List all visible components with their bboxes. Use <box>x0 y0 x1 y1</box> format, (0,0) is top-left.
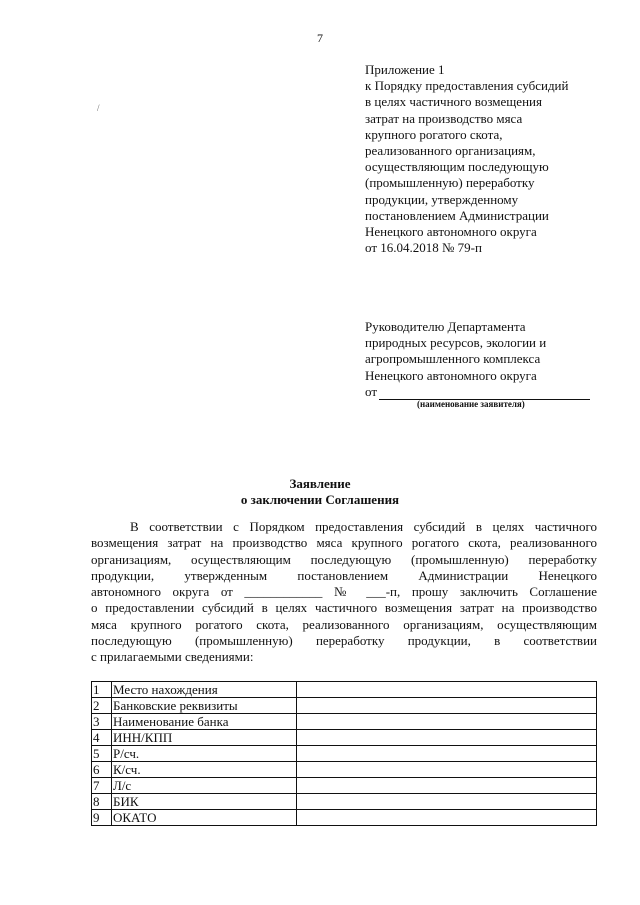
recipient-block <box>365 319 590 400</box>
body-line: В соответствии с Порядком предоставления субсидий в целях частичного <box>130 519 597 534</box>
row-number: 3 <box>92 714 112 730</box>
body-line: автономного округа от ____________ № ___-п, прошу заключить Соглашение <box>91 584 597 600</box>
application-body <box>91 519 597 666</box>
table-row <box>92 746 597 762</box>
table-row <box>92 682 597 698</box>
row-number: 1 <box>92 682 112 698</box>
row-value-field[interactable] <box>297 698 597 714</box>
appendix-line: постановлением Администрации <box>365 207 549 223</box>
applicant-caption: (наименование заявителя) <box>417 399 525 409</box>
appendix-line: затрат на производство мяса <box>365 110 523 126</box>
row-label: Р/сч. <box>112 746 297 762</box>
table-row <box>92 810 597 826</box>
body-line: последующую (промышленную) переработку продукции, в соответствии <box>91 633 597 649</box>
appendix-line: крупного рогатого скота, <box>365 126 503 142</box>
appendix-line: в целях частичного возмещения <box>365 94 542 110</box>
row-value-field[interactable] <box>297 682 597 698</box>
table-row <box>92 698 597 714</box>
page-number: 7 <box>317 31 323 45</box>
row-number: 9 <box>92 810 112 826</box>
row-number: 5 <box>92 746 112 762</box>
row-label: БИК <box>112 794 297 810</box>
appendix-line: к Порядку предоставления субсидий <box>365 78 569 94</box>
row-value-field[interactable] <box>297 730 597 746</box>
row-label: ИНН/КПП <box>112 730 297 746</box>
table-row <box>92 778 597 794</box>
body-line: продукции, утвержденным постановлением Администрации Ненецкого <box>91 567 597 583</box>
from-label: от <box>365 383 378 399</box>
row-number: 6 <box>92 762 112 778</box>
document-title <box>0 476 640 508</box>
row-number: 7 <box>92 778 112 794</box>
appendix-line: реализованного организациям, <box>365 143 536 159</box>
appendix-line: Ненецкого автономного округа <box>365 224 537 240</box>
margin-mark: / <box>97 103 100 113</box>
recipient-line: Ненецкого автономного округа <box>365 367 537 383</box>
row-label: Место нахождения <box>112 682 297 698</box>
from-line <box>365 384 590 400</box>
row-number: 2 <box>92 698 112 714</box>
row-label: Л/с <box>112 778 297 794</box>
body-line: организациям, осуществляющим последующую (промышленную) переработку <box>91 551 597 567</box>
body-line: с прилагаемыми сведениями: <box>91 649 254 665</box>
body-line: мяса крупного рогатого скота, реализованного организациям, осуществляющим <box>91 616 597 632</box>
table-row <box>92 762 597 778</box>
row-label: ОКАТО <box>112 810 297 826</box>
table-row <box>92 714 597 730</box>
row-label: Банковские реквизиты <box>112 698 297 714</box>
recipient-line: агропромышленного комплекса <box>365 351 541 367</box>
row-value-field[interactable] <box>297 778 597 794</box>
row-label: Наименование банка <box>112 714 297 730</box>
appendix-line: от 16.04.2018 № 79-п <box>365 240 482 256</box>
title-line-1: Заявление <box>289 476 351 491</box>
appendix-header <box>365 62 568 256</box>
row-number: 8 <box>92 794 112 810</box>
row-value-field[interactable] <box>297 762 597 778</box>
appendix-line: (промышленную) переработку <box>365 175 535 191</box>
row-value-field[interactable] <box>297 810 597 826</box>
table-row <box>92 730 597 746</box>
row-value-field[interactable] <box>297 714 597 730</box>
row-label: К/сч. <box>112 762 297 778</box>
row-value-field[interactable] <box>297 794 597 810</box>
appendix-line: осуществляющим последующую <box>365 159 549 175</box>
row-value-field[interactable] <box>297 746 597 762</box>
title-line-2: о заключении Соглашения <box>240 492 400 508</box>
row-number: 4 <box>92 730 112 746</box>
table-row <box>92 794 597 810</box>
recipient-line: Руководителю Департамента <box>365 319 526 334</box>
body-line: о предоставлении субсидий в целях частичного возмещения затрат на производство <box>91 600 597 616</box>
appendix-line: Приложение 1 <box>365 62 445 77</box>
recipient-line: природных ресурсов, экологии и <box>365 335 547 351</box>
info-table <box>91 681 597 826</box>
body-line: возмещения затрат на производство мяса крупного рогатого скота, реализованного <box>91 535 597 551</box>
appendix-line: продукции, утвержденному <box>365 191 519 207</box>
